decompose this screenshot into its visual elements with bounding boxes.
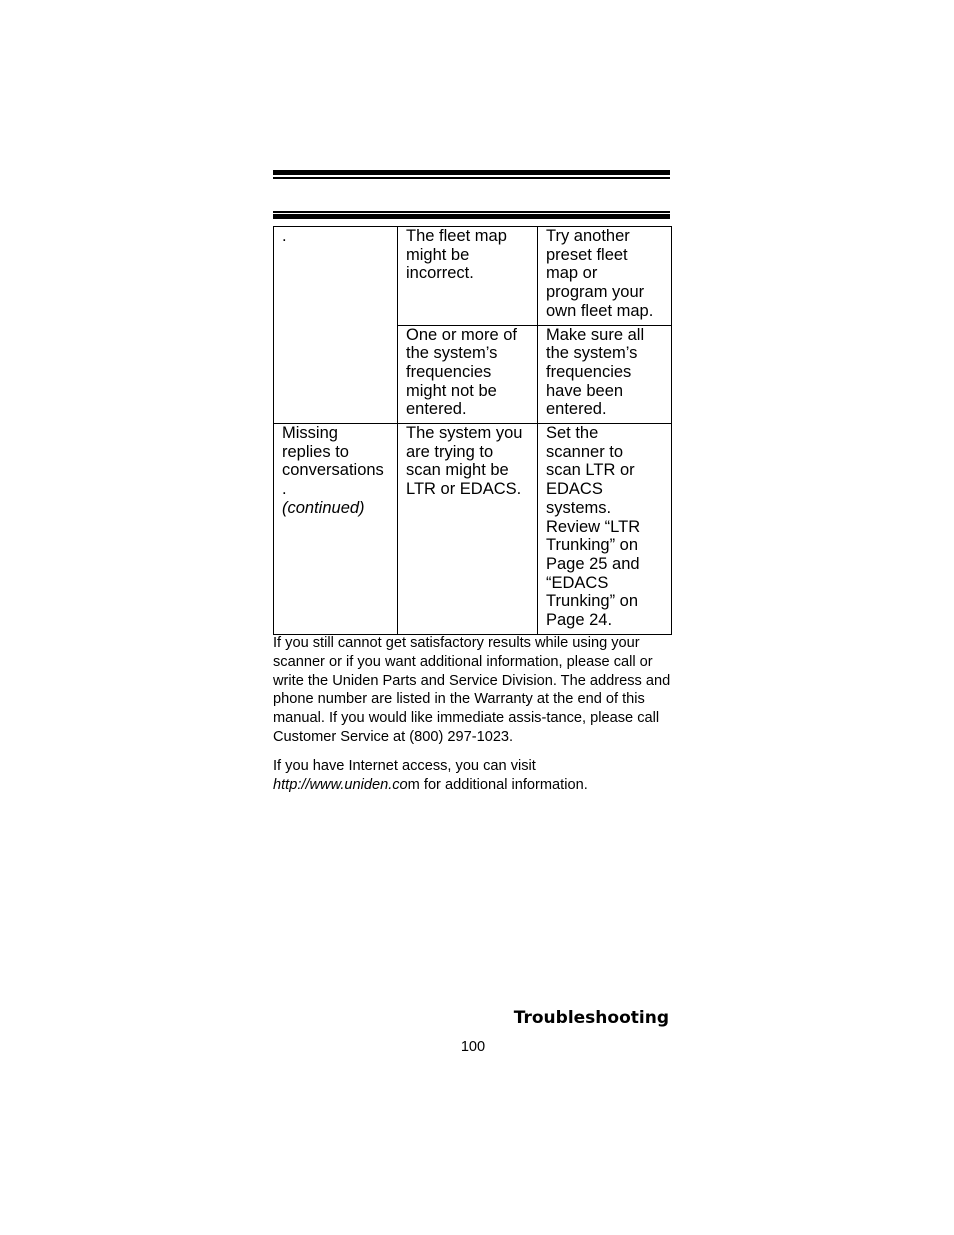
problem-cell bbox=[274, 424, 398, 635]
table-top-rule-thin bbox=[273, 211, 670, 213]
internet-text-before: If you have Internet access, you can visit bbox=[273, 758, 536, 774]
solution-text: Set the scanner to scan LTR or EDACS systems. Review “LTR Trunking” on Page 25 and “EDACS Trunking” on Page 24. bbox=[546, 424, 641, 630]
solution-text: Try another preset fleet map or program your own fleet map. bbox=[546, 227, 654, 320]
table-row bbox=[274, 424, 672, 635]
section-title: Troubleshooting bbox=[513, 1008, 669, 1028]
problem-cell bbox=[274, 227, 398, 424]
problem-text: Missing replies to conversations . bbox=[282, 424, 384, 499]
problem-text: . bbox=[282, 227, 287, 245]
continued-note: (continued) bbox=[282, 498, 365, 517]
website-link[interactable]: http://www.uniden.co bbox=[273, 776, 408, 793]
solution-cell bbox=[538, 424, 672, 635]
cause-cell bbox=[398, 325, 538, 424]
cause-text: The fleet map might be incorrect. bbox=[406, 227, 507, 283]
cause-text: One or more of the system’s frequencies might not be entered. bbox=[406, 325, 517, 419]
solution-cell bbox=[538, 325, 672, 424]
cause-cell bbox=[398, 424, 538, 635]
table-top-rule-thick bbox=[273, 214, 670, 219]
cause-text: The system you are trying to scan might be LTR or EDACS. bbox=[406, 424, 523, 499]
support-paragraph: If you still cannot get satisfactory results while using your scanner or if you want additional information, please call or write the Uniden Parts and Service Division. The address and phone number are listed in the Warranty at the end of this manual. If you would like immediate assis-tance, please call Customer Service at (800) 297-1023. bbox=[273, 635, 671, 745]
cause-cell bbox=[398, 227, 538, 326]
solution-cell bbox=[538, 227, 672, 326]
header-rule-thin bbox=[273, 177, 670, 179]
table-row bbox=[274, 227, 672, 326]
internet-paragraph bbox=[273, 757, 673, 795]
internet-text-after: m for additional information. bbox=[407, 776, 588, 793]
troubleshooting-table bbox=[273, 226, 672, 635]
solution-text: Make sure all the system’s frequencies have been entered. bbox=[546, 325, 645, 419]
page-number: 100 bbox=[460, 1039, 486, 1055]
header-rule-thick bbox=[273, 170, 670, 175]
